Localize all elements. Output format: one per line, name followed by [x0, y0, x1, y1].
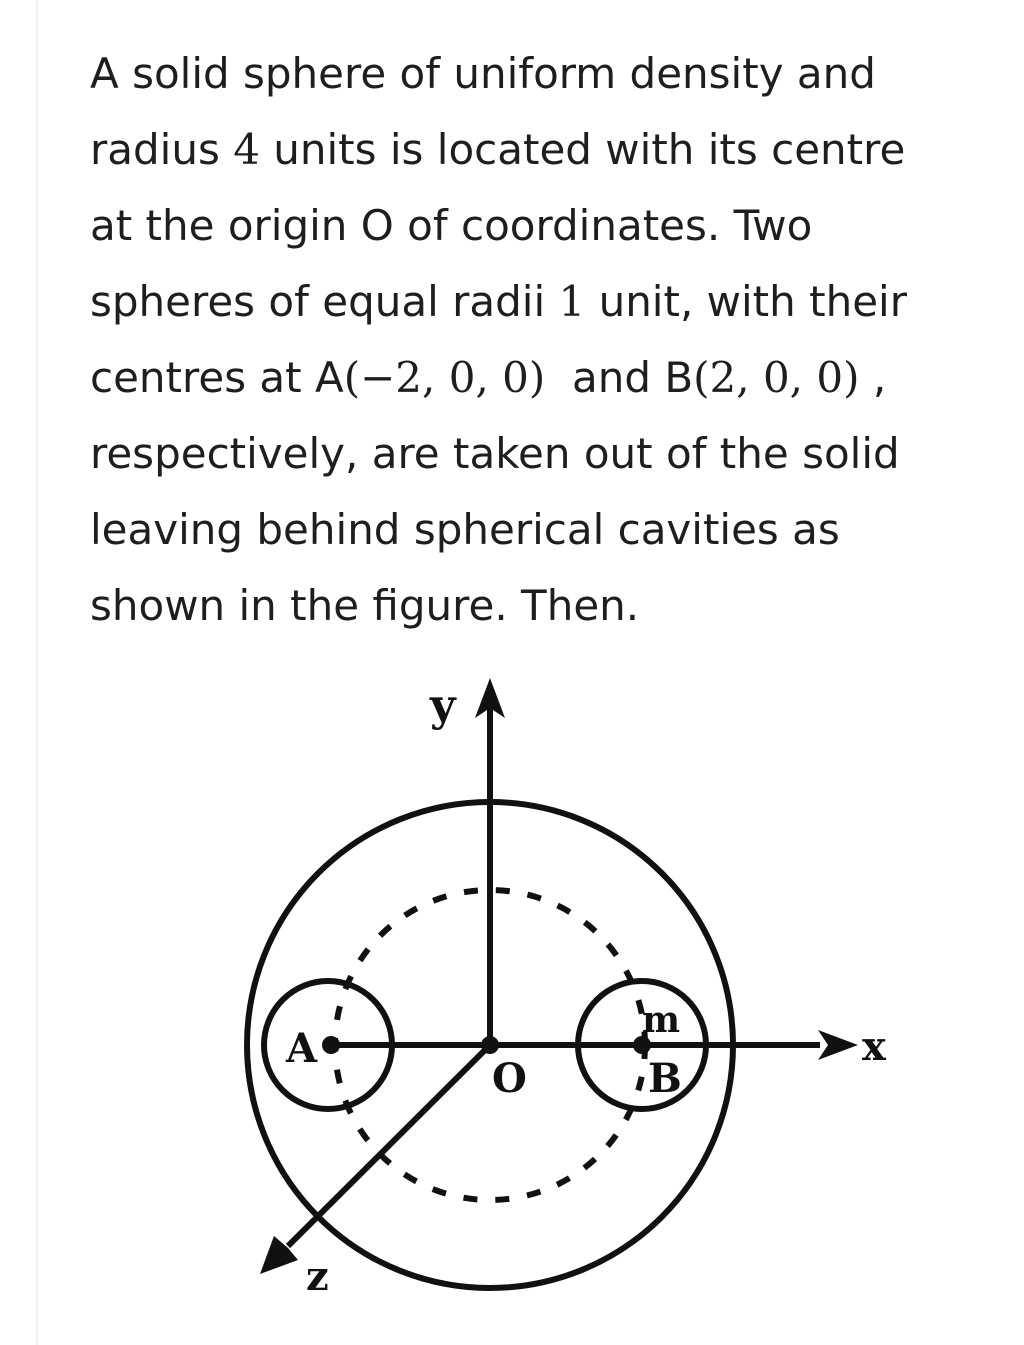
question-line-3: at the origin O of coordinates. Two: [90, 201, 813, 250]
question-line-2-post: units is located with its centre: [259, 125, 906, 174]
question-line-2-pre: radius: [90, 125, 234, 174]
question-line-5-pre: centres at A: [90, 353, 344, 402]
origin-label: O: [492, 1055, 527, 1102]
question-line-5-mid: and B: [545, 353, 694, 402]
question-line-1: A solid sphere of uniform density and: [90, 49, 876, 98]
question-line-5: [90, 340, 1000, 416]
question-line-7: leaving behind spherical cavities as: [90, 505, 840, 554]
question-line-4: [90, 264, 1000, 340]
question-text: [90, 36, 1000, 644]
question-line-2: [90, 112, 1000, 188]
z-axis-label: z: [306, 1253, 329, 1300]
question-line-5-post: ,: [859, 353, 887, 402]
radius-value: 4: [233, 125, 260, 174]
point-a-dot: [322, 1036, 340, 1054]
mass-label: m: [642, 999, 681, 1041]
coordinate-b: (2, 0, 0): [693, 353, 860, 402]
x-axis-arrowhead: [818, 1030, 858, 1060]
point-a-label: A: [286, 1025, 318, 1072]
page-edge-divider: [36, 0, 38, 1345]
question-line-4-post: unit, with their: [585, 277, 907, 326]
question-line-6: respectively, are taken out of the solid: [90, 429, 900, 478]
coordinate-a: (−2, 0, 0): [343, 353, 546, 402]
x-axis-label: x: [862, 1023, 886, 1070]
sphere-figure: [230, 660, 930, 1320]
cavity-radius-value: 1: [558, 277, 586, 326]
sphere-diagram: [230, 660, 930, 1320]
y-axis-label: y: [430, 680, 456, 731]
question-line-8: shown in the figure. Then.: [90, 581, 640, 630]
origin-dot: [481, 1036, 499, 1054]
question-line-4-pre: spheres of equal radii: [90, 277, 559, 326]
point-b-label: B: [648, 1055, 682, 1102]
z-axis: [288, 1045, 490, 1246]
